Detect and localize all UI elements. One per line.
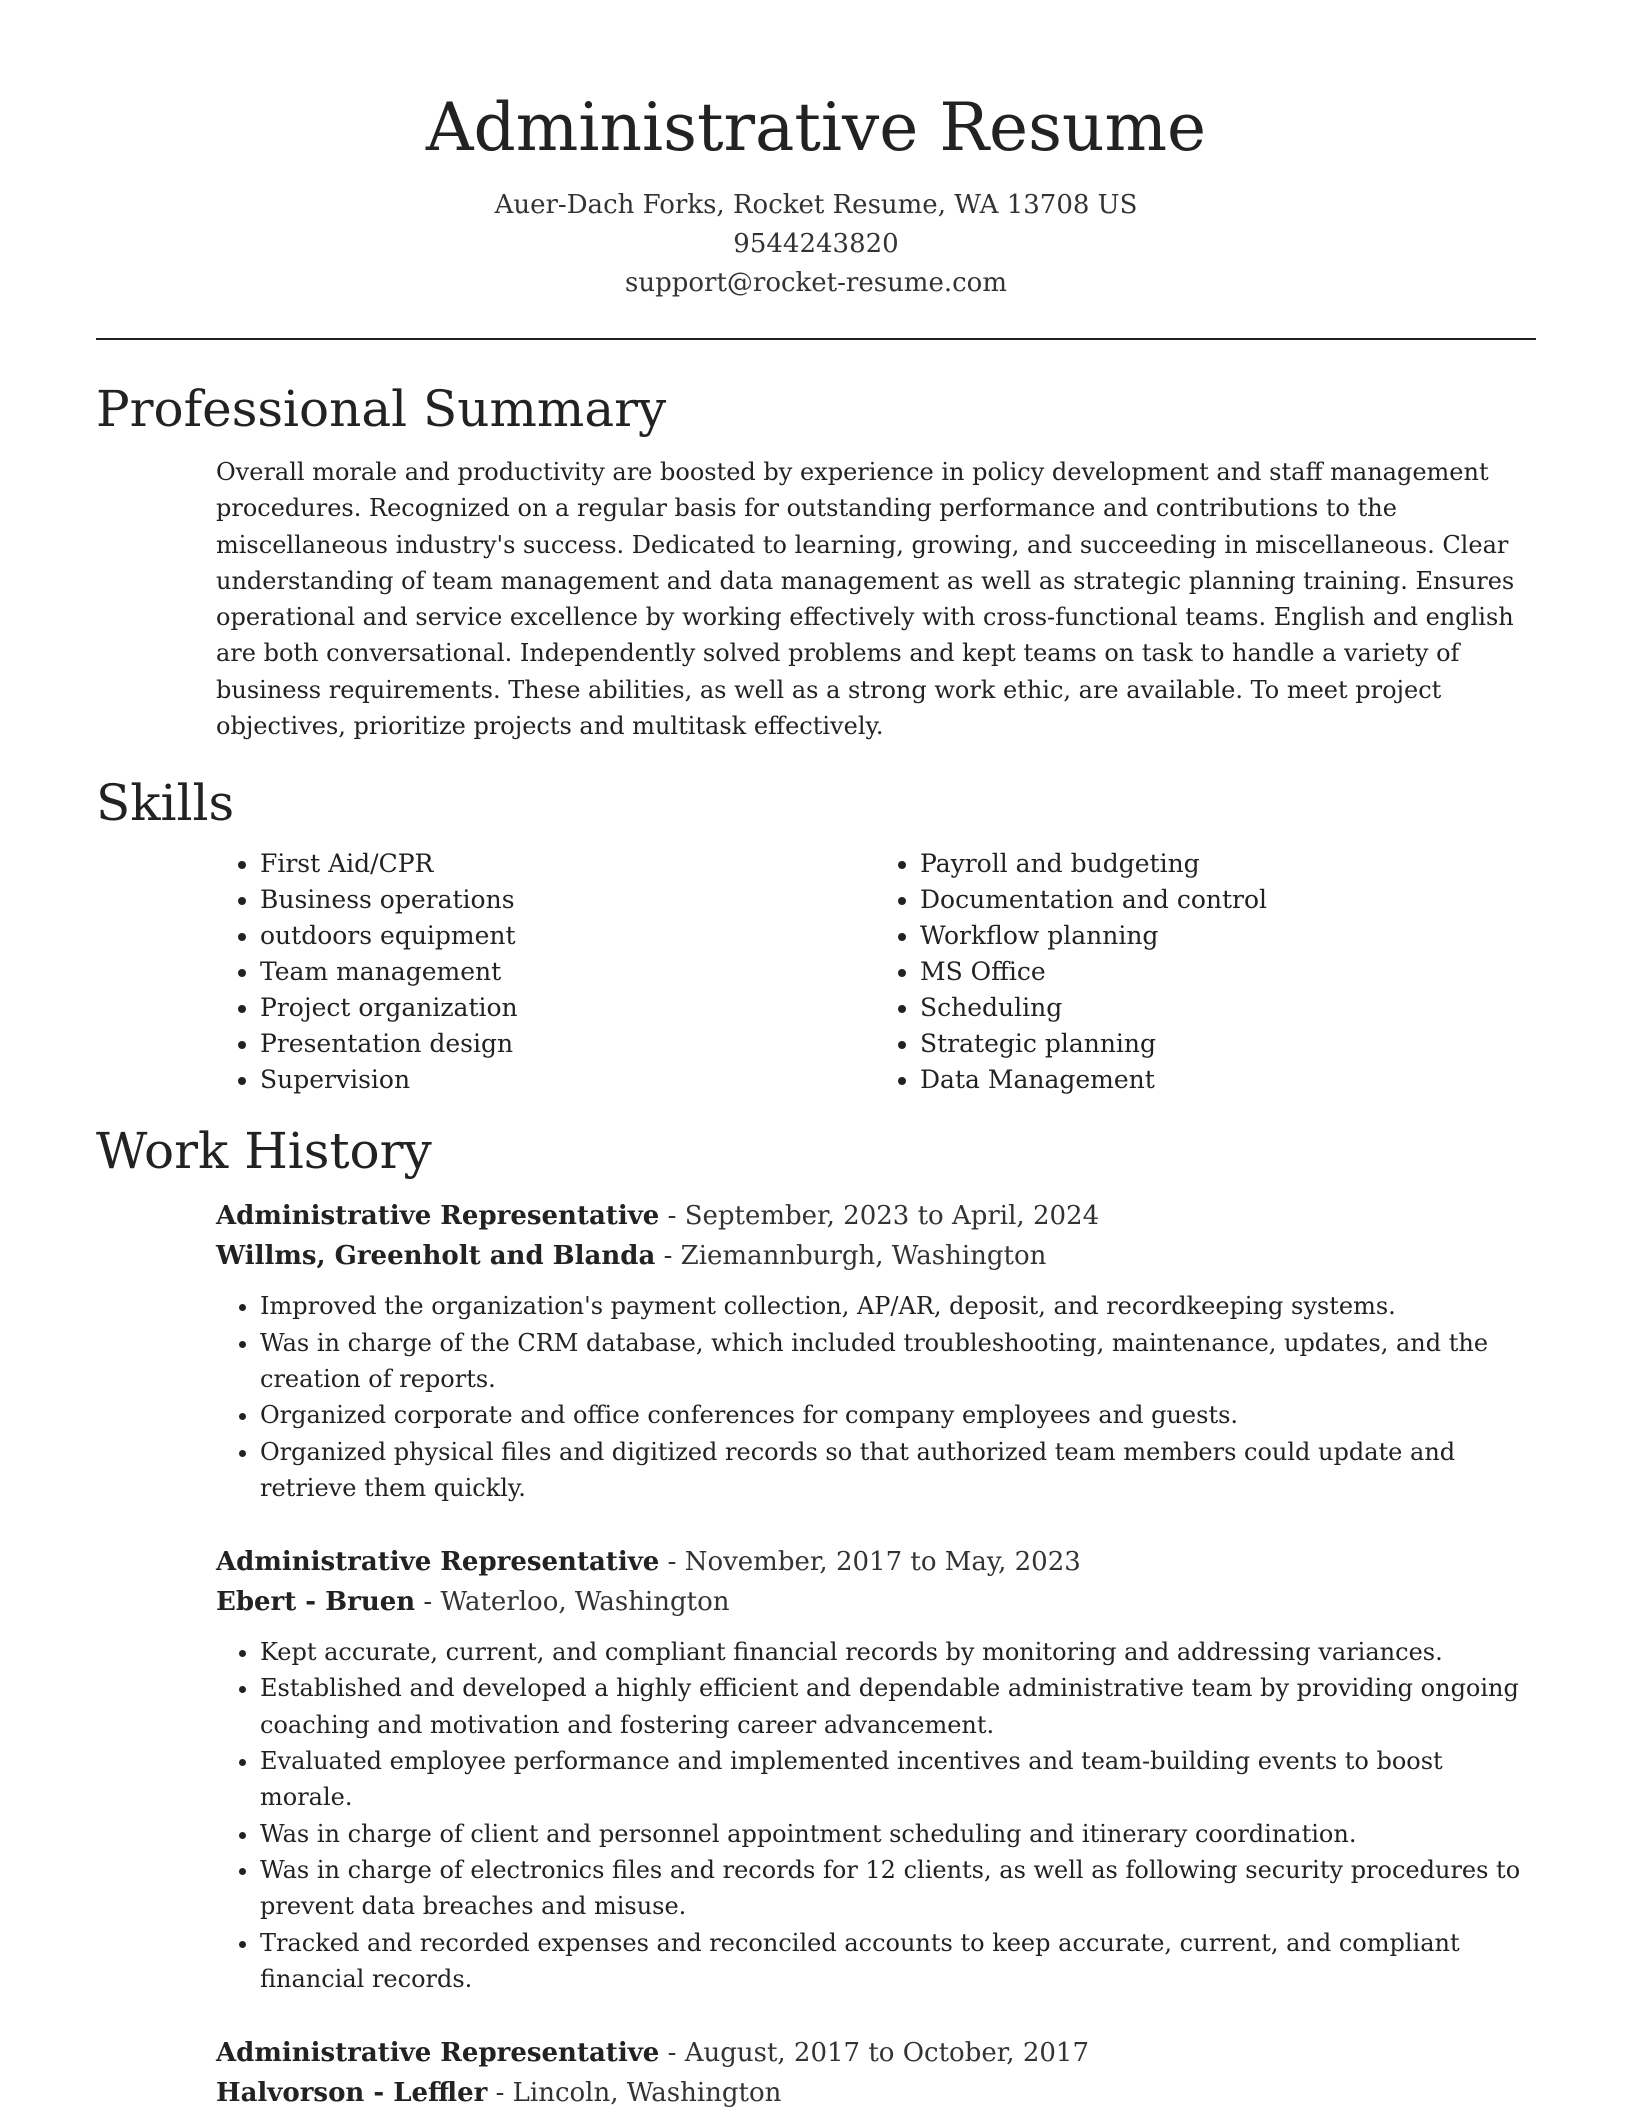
- summary-heading: Professional Summary: [96, 380, 667, 438]
- skills-column-left: [216, 846, 876, 1098]
- job-separator: -: [487, 2078, 513, 2109]
- job-bullet: • Evaluated employee performance and implemented incentives and team-building events to boost morale.: [260, 1743, 1536, 1816]
- job-dates: August, 2017 to October, 2017: [684, 2038, 1089, 2069]
- job-bullet: • Tracked and recorded expenses and reconciled accounts to keep accurate, current, and compliant financial records.: [260, 1925, 1536, 1998]
- job-separator: -: [655, 1241, 681, 1272]
- skill-item: • MS Office: [920, 954, 1536, 990]
- job-role: Administrative Representative: [216, 1201, 660, 1232]
- skills-grid: [216, 846, 1536, 1098]
- job-role: Administrative Representative: [216, 1547, 660, 1578]
- skill-item: • Data Management: [920, 1062, 1536, 1098]
- resume-page: [96, 0, 1536, 2112]
- skill-item: • Supervision: [260, 1062, 876, 1098]
- skill-item: • Business operations: [260, 882, 876, 918]
- resume-title: Administrative Resume: [425, 89, 1207, 166]
- skill-item: • Workflow planning: [920, 918, 1536, 954]
- skill-item: • First Aid/CPR: [260, 846, 876, 882]
- skill-item: • Presentation design: [260, 1026, 876, 1062]
- skills-column-right: [876, 846, 1536, 1098]
- header-divider: [96, 338, 1536, 340]
- job-company-line: [216, 1236, 1536, 1276]
- contact-address: Auer-Dach Forks, Rocket Resume, WA 13708 US: [494, 190, 1138, 220]
- contact-phone: 9544243820: [733, 229, 899, 259]
- skills-heading: Skills: [96, 774, 235, 833]
- job-bullet: • Kept accurate, current, and compliant financial records by monitoring and addressing variances.: [260, 1634, 1536, 1670]
- contact-email: support@rocket-resume.com: [624, 268, 1007, 298]
- job-separator: -: [415, 1587, 441, 1618]
- job-location: Waterloo, Washington: [440, 1587, 730, 1618]
- job-location: Ziemannburgh, Washington: [680, 1241, 1047, 1272]
- skill-item: • Team management: [260, 954, 876, 990]
- skill-item: • outdoors equipment: [260, 918, 876, 954]
- job-bullet: • Organized physical files and digitized records so that authorized team members could update and retrieve them quickly.: [260, 1434, 1536, 1507]
- summary-text: Overall morale and productivity are boosted by experience in policy development and staff management procedures. Recognized on a regular basis for outstanding performance and contributions to the miscellaneous industry's success. Dedicated to learning, growing, and succeeding in miscellaneous. Clear understanding of team management and data management as well as strategic planning training. Ensures operational and service excellence by working effectively with cross-functional teams. English and english are both conversational. Independently solved problems and kept teams on task to handle a variety of business requirements. These abilities, as well as a strong work ethic, are available. To meet project objectives, prioritize projects and multitask effectively.: [216, 458, 1515, 741]
- job-title-line: [216, 2033, 1536, 2073]
- skill-item: • Payroll and budgeting: [920, 846, 1536, 882]
- job-company: Ebert - Bruen: [216, 1587, 416, 1618]
- job-separator: -: [659, 2038, 685, 2069]
- job-role: Administrative Representative: [216, 2038, 660, 2069]
- job-bullets: [216, 1288, 1536, 1506]
- job-entry: [216, 1542, 1536, 1997]
- skill-item: • Documentation and control: [920, 882, 1536, 918]
- job-bullet: • Was in charge of the CRM database, which included troubleshooting, maintenance, updates, and the creation of reports.: [260, 1325, 1536, 1398]
- skill-item: • Scheduling: [920, 990, 1536, 1026]
- resume-header: [96, 0, 1536, 303]
- job-location: Lincoln, Washington: [512, 2078, 782, 2109]
- job-bullet: • Established and developed a highly efficient and dependable administrative team by providing ongoing coaching and motivation and fostering career advancement.: [260, 1670, 1536, 1743]
- skill-item: • Project organization: [260, 990, 876, 1026]
- job-title-line: [216, 1542, 1536, 1582]
- job-bullet: • Improved the organization's payment collection, AP/AR, deposit, and recordkeeping systems.: [260, 1288, 1536, 1324]
- job-entry: [216, 1196, 1536, 1506]
- job-company: Halvorson - Leffler: [216, 2078, 488, 2109]
- work-history-heading: Work History: [96, 1122, 432, 1181]
- job-title-line: [216, 1196, 1536, 1236]
- skill-item: • Strategic planning: [920, 1026, 1536, 1062]
- job-bullet: • Was in charge of client and personnel appointment scheduling and itinerary coordination.: [260, 1816, 1536, 1852]
- contact-block: [96, 186, 1536, 303]
- job-bullet: • Organized corporate and office conferences for company employees and guests.: [260, 1397, 1536, 1433]
- job-separator: -: [659, 1547, 685, 1578]
- job-bullets: [216, 1634, 1536, 1997]
- job-dates: November, 2017 to May, 2023: [684, 1547, 1081, 1578]
- job-company-line: [216, 2073, 1536, 2112]
- job-dates: September, 2023 to April, 2024: [684, 1201, 1100, 1232]
- job-bullet: • Was in charge of electronics files and records for 12 clients, as well as following security procedures to prevent data breaches and misuse.: [260, 1852, 1536, 1925]
- job-entry: [216, 2033, 1536, 2112]
- job-company: Willms, Greenholt and Blanda: [216, 1241, 656, 1272]
- job-company-line: [216, 1582, 1536, 1622]
- job-separator: -: [659, 1201, 685, 1232]
